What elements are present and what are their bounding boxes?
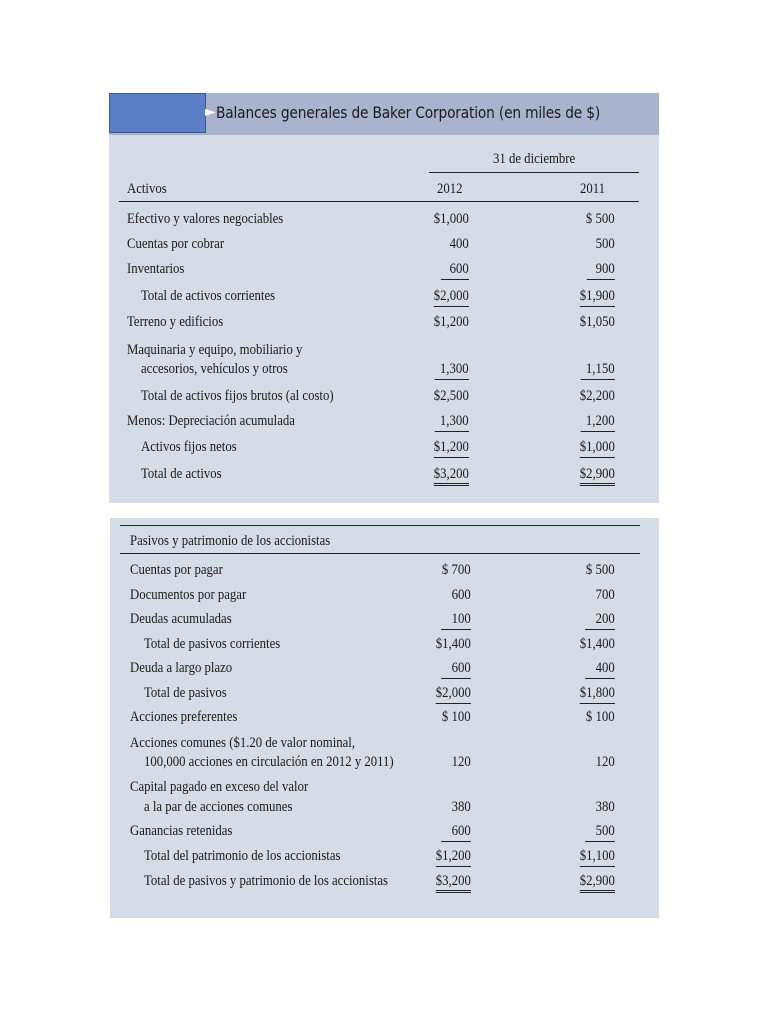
header-divider: [429, 172, 639, 173]
value-2012: $1,200: [434, 438, 469, 458]
value-2011: 1,200: [581, 412, 615, 432]
row-label: Capital pagado en exceso del valor: [130, 779, 309, 795]
value-2011: $2,900: [580, 872, 615, 893]
value-2011: 500: [595, 236, 615, 252]
value-2011: $1,050: [579, 314, 615, 330]
assets-panel: [109, 93, 659, 503]
value-2012: 380: [451, 799, 471, 815]
row-label: Maquinaria y equipo, mobiliario y: [127, 342, 303, 358]
row-label: Documentos por pagar: [130, 587, 247, 603]
chevron-right-icon: ►: [205, 104, 216, 120]
value-2011: 200: [585, 610, 615, 630]
row-label: Total de pasivos y patrimonio de los accionistas: [144, 873, 388, 889]
value-2012: 600: [441, 260, 469, 280]
value-2012: $2,500: [433, 388, 469, 404]
value-2011: 400: [585, 659, 615, 679]
liabilities-heading: Pasivos y patrimonio de los accionistas: [130, 533, 331, 549]
value-2012: $2,000: [434, 287, 469, 307]
value-2011: $2,200: [579, 388, 615, 404]
value-2012: 600: [441, 822, 471, 842]
value-2012: $1,000: [433, 211, 469, 227]
row-label: Efectivo y valores negociables: [127, 211, 284, 227]
value-2012: $ 700: [442, 562, 471, 578]
row-label: Total de activos fijos brutos (al costo): [141, 388, 334, 404]
row-label: Cuentas por pagar: [130, 562, 223, 578]
row-label: Deudas acumuladas: [130, 611, 232, 627]
title-accent-box: [109, 93, 206, 133]
row-label: Ganancias retenidas: [130, 823, 233, 839]
value-2011: $1,100: [580, 847, 615, 867]
row-label: Acciones comunes ($1.20 de valor nominal,: [130, 735, 356, 751]
row-label: Total de activos corrientes: [141, 288, 276, 304]
heading-rule: [120, 553, 640, 554]
value-2012: 100: [441, 610, 471, 630]
value-2011: 380: [595, 799, 615, 815]
value-2012: $3,200: [434, 465, 469, 486]
value-2012: 600: [451, 587, 471, 603]
value-2011: $1,000: [580, 438, 615, 458]
row-label: Total de pasivos: [144, 685, 227, 701]
heading-rule: [119, 201, 639, 202]
value-2011: $ 500: [586, 562, 615, 578]
value-2012: 1,300: [435, 360, 469, 380]
value-2011: $1,900: [580, 287, 615, 307]
row-label: Acciones preferentes: [130, 709, 238, 725]
value-2011: 700: [595, 587, 615, 603]
value-2011: $1,800: [580, 684, 615, 704]
value-2012: 400: [449, 236, 469, 252]
top-rule: [120, 525, 640, 526]
value-2011: 500: [585, 822, 615, 842]
value-2012: $1,200: [436, 847, 471, 867]
value-2011: $2,900: [580, 465, 615, 486]
year-2011-header: 2011: [580, 181, 606, 197]
date-header: 31 de diciembre: [493, 151, 576, 167]
assets-heading: Activos: [127, 181, 167, 197]
row-label: Total de activos: [141, 466, 222, 482]
row-label-continued: 100,000 acciones en circulación en 2012 y 2011): [144, 754, 394, 770]
value-2012: $2,000: [436, 684, 471, 704]
value-2012: $ 100: [442, 709, 471, 725]
row-label: Total del patrimonio de los accionistas: [144, 848, 341, 864]
value-2011: $ 500: [586, 211, 615, 227]
year-2012-header: 2012: [437, 181, 463, 197]
row-label: Terreno y edificios: [127, 314, 224, 330]
value-2012: 1,300: [435, 412, 469, 432]
row-label: Activos fijos netos: [141, 439, 237, 455]
value-2011: $1,400: [579, 636, 615, 652]
value-2012: $1,200: [433, 314, 469, 330]
liabilities-panel: [110, 518, 659, 918]
row-label: Inventarios: [127, 261, 185, 277]
row-label-continued: accesorios, vehículos y otros: [141, 361, 288, 377]
row-label: Total de pasivos corrientes: [144, 636, 281, 652]
value-2012: 600: [441, 659, 471, 679]
row-label: Cuentas por cobrar: [127, 236, 225, 252]
table-title: Balances generales de Baker Corporation (en miles de $): [216, 103, 601, 122]
title-bar: [109, 93, 659, 135]
value-2011: 1,150: [581, 360, 615, 380]
value-2012: $1,400: [435, 636, 471, 652]
value-2011: 120: [595, 754, 615, 770]
value-2012: $3,200: [436, 872, 471, 893]
value-2011: $ 100: [586, 709, 615, 725]
row-label-continued: a la par de acciones comunes: [144, 799, 293, 815]
row-label: Menos: Depreciación acumulada: [127, 413, 295, 429]
value-2012: 120: [451, 754, 471, 770]
row-label: Deuda a largo plazo: [130, 660, 233, 676]
value-2011: 900: [587, 260, 615, 280]
